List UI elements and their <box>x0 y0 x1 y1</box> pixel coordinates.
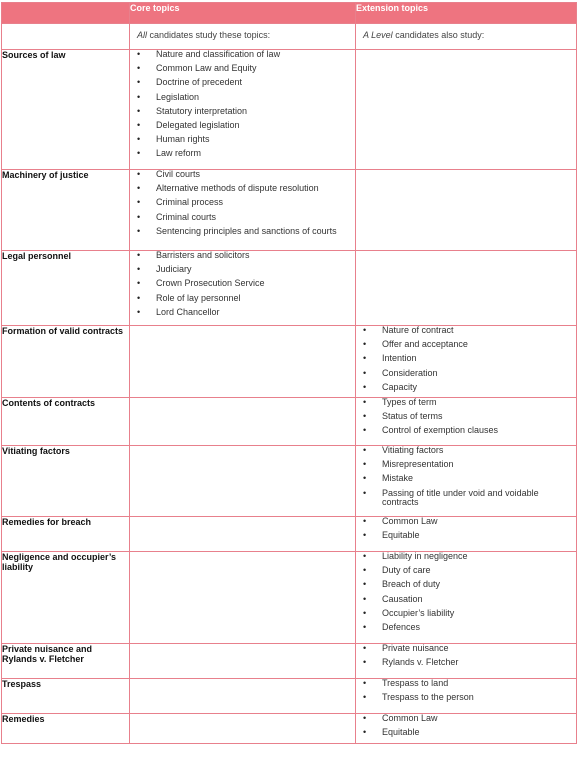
topic-name: Formation of valid contracts <box>2 326 130 398</box>
bullet-icon: • <box>137 91 141 102</box>
core-topics-cell <box>130 551 356 643</box>
list-item-text: Nature and classification of law <box>156 49 281 59</box>
bullet-list <box>356 517 576 540</box>
table-row <box>2 551 577 643</box>
bullet-list <box>356 714 576 737</box>
list-item-text: Occupier’s liability <box>382 607 455 618</box>
list-item <box>356 489 576 507</box>
topic-name: Sources of law <box>2 50 130 170</box>
list-item <box>356 354 576 363</box>
bullet-icon: • <box>363 339 367 350</box>
bullet-icon: • <box>137 49 141 59</box>
list-item <box>356 426 576 435</box>
list-item <box>130 149 355 158</box>
bullet-icon: • <box>137 225 141 236</box>
list-item <box>356 398 576 407</box>
list-item-text: Causation <box>382 593 423 604</box>
core-topics-cell <box>130 643 356 678</box>
extension-topics-cell <box>356 170 577 251</box>
list-item <box>130 184 355 193</box>
list-item-text: Civil courts <box>156 169 201 179</box>
topic-name: Remedies for breach <box>2 516 130 551</box>
list-item <box>356 460 576 469</box>
bullet-icon: • <box>363 565 367 576</box>
list-item-text: Intention <box>382 353 417 364</box>
subheader-row <box>2 24 577 50</box>
header-core-topics: Core topics <box>130 3 356 24</box>
subheader-core-rest: candidates study these topics: <box>147 30 271 40</box>
list-item <box>130 64 355 73</box>
core-topics-cell <box>130 170 356 251</box>
bullet-icon: • <box>363 425 367 436</box>
list-item-text: Vitiating factors <box>382 444 444 455</box>
list-item <box>356 369 576 378</box>
bullet-icon: • <box>137 119 141 130</box>
list-item-text: Common Law and Equity <box>156 63 257 74</box>
list-item <box>356 552 576 561</box>
list-item-text: Defences <box>382 621 421 632</box>
extension-topics-cell <box>356 326 577 398</box>
list-item-text: Trespass to land <box>382 677 449 688</box>
bullet-icon: • <box>137 278 141 289</box>
list-item <box>356 658 576 667</box>
list-item <box>130 279 355 288</box>
topic-name: Contents of contracts <box>2 397 130 445</box>
list-item-text: Role of lay personnel <box>156 292 241 303</box>
list-item <box>356 566 576 575</box>
list-item <box>356 679 576 688</box>
core-topics-cell <box>130 50 356 170</box>
topic-name: Private nuisance and Rylands v. Fletcher <box>2 643 130 678</box>
list-item <box>356 623 576 632</box>
extension-topics-cell <box>356 445 577 516</box>
subheader-ext <box>356 24 577 50</box>
list-item-text: Private nuisance <box>382 642 449 653</box>
bullet-icon: • <box>137 105 141 116</box>
bullet-icon: • <box>363 593 367 604</box>
table-row <box>2 516 577 551</box>
list-item-text: Control of exemption clauses <box>382 425 499 436</box>
bullet-list <box>356 552 576 632</box>
extension-topics-cell <box>356 643 577 678</box>
list-item-text: Doctrine of precedent <box>156 77 243 88</box>
bullet-icon: • <box>363 579 367 590</box>
list-item <box>356 728 576 737</box>
list-item-text: Offer and acceptance <box>382 339 468 350</box>
bullet-list <box>356 398 576 435</box>
subheader-blank <box>2 24 130 50</box>
list-item-text: Nature of contract <box>382 325 454 335</box>
list-item-text: Status of terms <box>382 411 443 422</box>
bullet-icon: • <box>363 487 367 498</box>
list-item-text: Mistake <box>382 473 414 484</box>
list-item-text: Passing of title under void and voidable contracts <box>382 487 539 507</box>
header-blank <box>2 3 130 24</box>
subheader-ext-em: A Level <box>363 30 393 40</box>
table-row <box>2 251 577 326</box>
list-item <box>356 326 576 335</box>
table-row <box>2 170 577 251</box>
bullet-icon: • <box>363 444 367 455</box>
extension-topics-cell <box>356 251 577 326</box>
bullet-icon: • <box>137 134 141 145</box>
list-item-text: Equitable <box>382 727 420 738</box>
bullet-icon: • <box>363 621 367 632</box>
list-item-text: Consideration <box>382 367 438 378</box>
list-item-text: Duty of care <box>382 565 431 576</box>
list-item-text: Misrepresentation <box>382 459 454 470</box>
table-row <box>2 397 577 445</box>
bullet-icon: • <box>363 692 367 703</box>
list-item-text: Judiciary <box>156 264 192 275</box>
list-item <box>356 609 576 618</box>
extension-topics-cell <box>356 678 577 713</box>
bullet-list <box>130 50 355 158</box>
bullet-icon: • <box>363 325 367 335</box>
bullet-list <box>130 251 355 317</box>
bullet-icon: • <box>363 353 367 364</box>
list-item-text: Legislation <box>156 91 200 102</box>
bullet-icon: • <box>363 411 367 422</box>
core-topics-cell <box>130 445 356 516</box>
table-row <box>2 643 577 678</box>
bullet-list <box>130 170 355 236</box>
list-item <box>356 446 576 455</box>
list-item-text: Sentencing principles and sanctions of courts <box>156 225 337 236</box>
list-item <box>356 531 576 540</box>
header-row <box>2 3 577 24</box>
bullet-list <box>356 446 576 507</box>
bullet-icon: • <box>137 306 141 317</box>
bullet-icon: • <box>363 473 367 484</box>
core-topics-cell <box>130 678 356 713</box>
core-topics-cell <box>130 713 356 743</box>
list-item <box>130 308 355 317</box>
list-item-text: Breach of duty <box>382 579 441 590</box>
list-item-text: Delegated legislation <box>156 119 240 130</box>
list-item-text: Law reform <box>156 148 202 159</box>
list-item-text: Lord Chancellor <box>156 306 220 317</box>
syllabus-table <box>1 2 577 744</box>
list-item-text: Statutory interpretation <box>156 105 248 116</box>
list-item-text: Common Law <box>382 712 438 723</box>
bullet-icon: • <box>363 712 367 723</box>
topic-name: Vitiating factors <box>2 445 130 516</box>
core-topics-cell <box>130 516 356 551</box>
table-row <box>2 713 577 743</box>
list-item <box>130 121 355 130</box>
list-item-text: Crown Prosecution Service <box>156 278 265 289</box>
list-item <box>356 714 576 723</box>
list-item-text: Types of term <box>382 396 437 407</box>
bullet-icon: • <box>137 148 141 159</box>
list-item <box>130 265 355 274</box>
bullet-icon: • <box>363 530 367 541</box>
bullet-icon: • <box>137 292 141 303</box>
bullet-icon: • <box>363 727 367 738</box>
bullet-icon: • <box>363 381 367 392</box>
list-item <box>130 107 355 116</box>
list-item <box>356 412 576 421</box>
bullet-icon: • <box>137 63 141 74</box>
list-item <box>130 198 355 207</box>
subheader-core-em: All <box>137 30 148 40</box>
extension-topics-cell <box>356 516 577 551</box>
topic-name: Remedies <box>2 713 130 743</box>
bullet-icon: • <box>363 677 367 688</box>
list-item <box>356 474 576 483</box>
list-item-text: Capacity <box>382 381 418 392</box>
bullet-icon: • <box>363 515 367 526</box>
bullet-icon: • <box>137 183 141 194</box>
list-item <box>130 135 355 144</box>
bullet-icon: • <box>137 264 141 275</box>
list-item-text: Common Law <box>382 515 438 526</box>
table-row <box>2 50 577 170</box>
list-item <box>356 644 576 653</box>
subheader-ext-rest: candidates also study: <box>392 30 485 40</box>
list-item <box>356 693 576 702</box>
extension-topics-cell <box>356 713 577 743</box>
list-item-text: Rylands v. Fletcher <box>382 657 459 668</box>
list-item <box>130 213 355 222</box>
bullet-icon: • <box>137 250 141 260</box>
list-item <box>356 580 576 589</box>
list-item <box>130 50 355 59</box>
bullet-icon: • <box>137 211 141 222</box>
table-row <box>2 678 577 713</box>
bullet-icon: • <box>363 396 367 407</box>
extension-topics-cell <box>356 551 577 643</box>
bullet-icon: • <box>137 197 141 208</box>
list-item <box>130 93 355 102</box>
topic-name: Negligence and occupier’s liability <box>2 551 130 643</box>
bullet-icon: • <box>363 459 367 470</box>
list-item-text: Criminal courts <box>156 211 217 222</box>
extension-topics-cell <box>356 50 577 170</box>
list-item <box>356 340 576 349</box>
list-item <box>130 227 355 236</box>
list-item <box>356 517 576 526</box>
table-row <box>2 445 577 516</box>
topic-name: Machinery of justice <box>2 170 130 251</box>
list-item-text: Trespass to the person <box>382 692 474 703</box>
core-topics-cell <box>130 251 356 326</box>
core-topics-cell <box>130 326 356 398</box>
list-item-text: Alternative methods of dispute resolution <box>156 183 319 194</box>
subheader-core <box>130 24 356 50</box>
list-item <box>130 170 355 179</box>
bullet-icon: • <box>137 169 141 179</box>
list-item-text: Barristers and solicitors <box>156 250 250 260</box>
topic-name: Trespass <box>2 678 130 713</box>
bullet-icon: • <box>363 607 367 618</box>
list-item-text: Human rights <box>156 134 210 145</box>
list-item-text: Criminal process <box>156 197 224 208</box>
header-extension-topics: Extension topics <box>356 3 577 24</box>
bullet-icon: • <box>363 657 367 668</box>
list-item <box>130 251 355 260</box>
list-item <box>356 383 576 392</box>
list-item <box>356 595 576 604</box>
extension-topics-cell <box>356 397 577 445</box>
bullet-icon: • <box>363 642 367 653</box>
bullet-icon: • <box>137 77 141 88</box>
table-row <box>2 326 577 398</box>
list-item <box>130 294 355 303</box>
bullet-list <box>356 679 576 702</box>
bullet-icon: • <box>363 367 367 378</box>
bullet-list <box>356 644 576 667</box>
list-item <box>130 78 355 87</box>
topic-name: Legal personnel <box>2 251 130 326</box>
list-item-text: Equitable <box>382 530 420 541</box>
bullet-icon: • <box>363 550 367 561</box>
core-topics-cell <box>130 397 356 445</box>
list-item-text: Liability in negligence <box>382 550 468 561</box>
bullet-list <box>356 326 576 392</box>
